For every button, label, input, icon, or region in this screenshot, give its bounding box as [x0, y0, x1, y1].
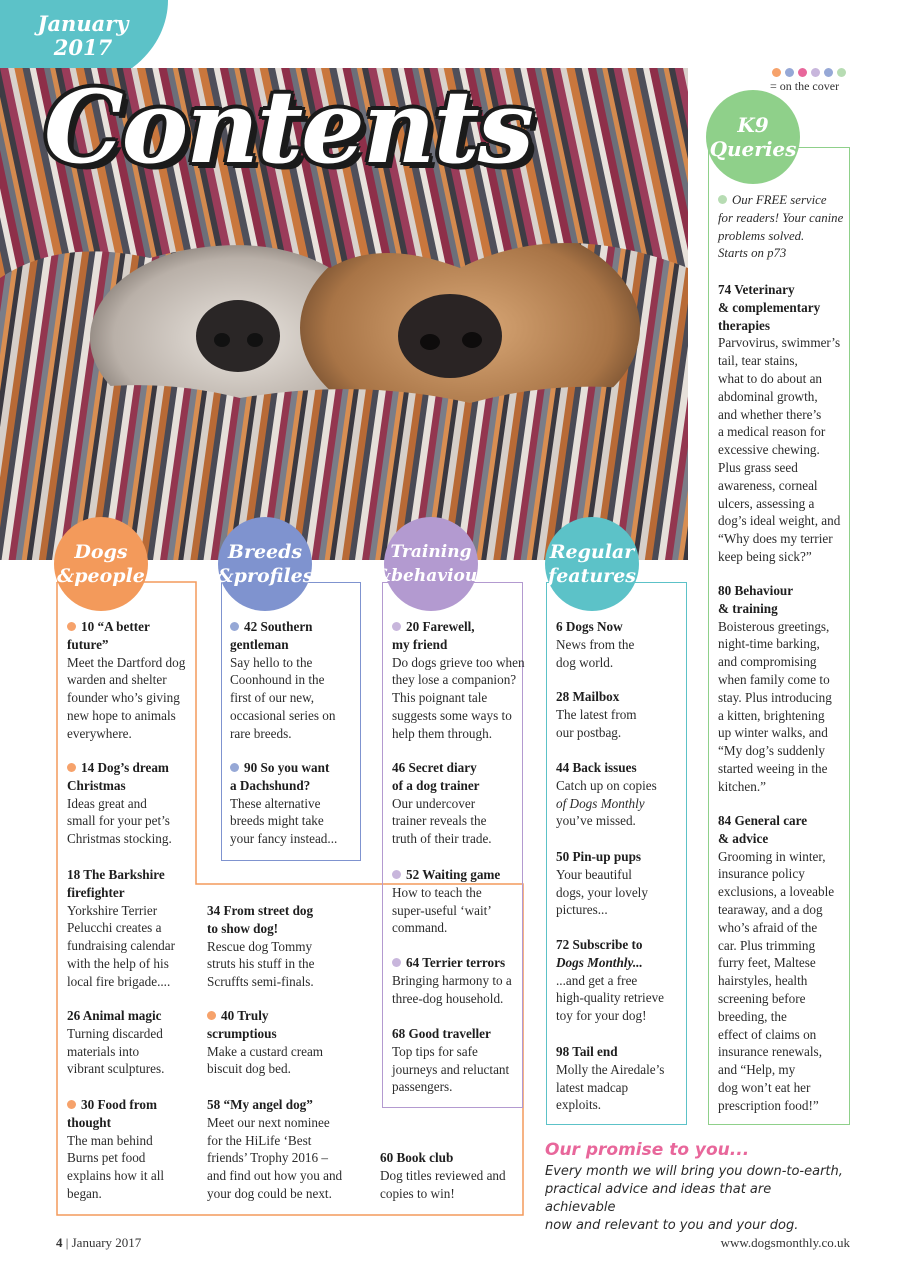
entry-desc: Plus grass seed — [718, 459, 798, 475]
entry-desc: our postbag. — [556, 724, 622, 740]
entry-title: 50 Pin-up pups — [556, 849, 642, 864]
entry-14-dogs-dream-christmas[interactable] — [67, 759, 172, 848]
entry-desc: suggests some ways to — [392, 707, 512, 723]
entry-desc: local fire brigade.... — [67, 973, 171, 989]
entry-desc: your dog could be next. — [207, 1185, 332, 1201]
entry-title: 46 Secret diary — [392, 760, 477, 775]
footer-issue: January 2017 — [71, 1235, 142, 1250]
promise-title: Our promise to you... — [545, 1140, 750, 1160]
entry-desc: “My dog’s suddenly — [718, 743, 825, 759]
entry-desc: tearaway, and a dog — [718, 901, 823, 917]
entry-title: gentleman — [230, 636, 289, 652]
entry-desc: abdominal growth, — [718, 388, 818, 404]
entry-title: & training — [718, 600, 778, 616]
cover-dot — [392, 622, 401, 631]
entry-desc: Pelucchi creates a — [67, 920, 162, 936]
entry-desc: founder who’s giving — [67, 690, 180, 706]
entry-desc: trainer reveals the — [392, 813, 487, 829]
entry-title — [67, 618, 185, 636]
entry-desc: Dog titles reviewed and — [380, 1167, 506, 1183]
entry-title: thought — [67, 1114, 111, 1130]
entry-title: a Dachshund? — [230, 777, 311, 793]
entry-title: firefighter — [67, 884, 125, 900]
entry-title-text: 52 Waiting game — [406, 867, 501, 882]
entry-desc: rare breeds. — [230, 725, 292, 741]
regular-features-heading — [545, 517, 639, 611]
entry-26-animal-magic[interactable] — [67, 1007, 164, 1078]
entry-10-a-better-future[interactable] — [67, 618, 185, 743]
entry-desc: dog world. — [556, 654, 614, 670]
entry-title — [207, 1007, 323, 1025]
entry-title: Christmas — [67, 777, 126, 793]
entry-title: 18 The Barkshire — [67, 867, 165, 882]
intro-line: Starts on p73 — [718, 246, 787, 261]
entry-desc: car. Plus trimming — [718, 937, 816, 953]
entry-desc: Christmas stocking. — [67, 831, 172, 847]
cover-dot — [392, 870, 401, 879]
entry-desc: a kitten, brightening — [718, 707, 825, 723]
intro-text: Our FREE service — [732, 193, 827, 207]
entry-title: & advice — [718, 830, 769, 846]
entry-64-terrier-terrors[interactable] — [392, 954, 512, 1007]
entry-desc: effect of claims on — [718, 1026, 817, 1042]
entry-52-waiting-game[interactable] — [392, 866, 500, 937]
entry-desc: The man behind — [67, 1132, 153, 1148]
entry-title — [67, 759, 172, 777]
entry-desc: ulcers, assessing a — [718, 495, 815, 511]
entry-desc: everywhere. — [67, 725, 132, 741]
entry-title: 28 Mailbox — [556, 689, 620, 704]
entry-title: my friend — [392, 636, 448, 652]
entry-desc: up winter walks, and — [718, 725, 828, 741]
page-title: Contents — [44, 68, 533, 186]
entry-desc: for the HiLife ‘Best — [207, 1132, 312, 1148]
promise-text — [545, 1163, 845, 1235]
entry-18-barkshire-firefighter[interactable] — [67, 866, 175, 991]
entry-desc: night-time barking, — [718, 636, 820, 652]
page-number: 4 — [56, 1235, 63, 1250]
cover-dot — [67, 1100, 76, 1109]
entry-title — [392, 954, 512, 972]
promise-line: now and relevant to you and your dog. — [545, 1218, 799, 1233]
entry-title — [67, 1096, 164, 1114]
entry-44-back-issues[interactable] — [556, 759, 657, 830]
entry-desc: Do dogs grieve too when — [392, 654, 525, 670]
entry-title: 44 Back issues — [556, 760, 637, 775]
entry-desc: super-useful ‘wait’ — [392, 902, 492, 918]
promise-line: Every month we will bring you down-to-earth, — [545, 1164, 843, 1179]
entry-desc: copies to win! — [380, 1185, 455, 1201]
entry-title: 72 Subscribe to — [556, 937, 643, 952]
cover-dot — [67, 622, 76, 631]
entry-title: scrumptious — [207, 1025, 277, 1041]
section-label: features — [548, 565, 636, 587]
entry-title: therapies — [718, 317, 771, 333]
entry-desc: occasional series on — [230, 707, 336, 723]
entry-title: future” — [67, 636, 109, 652]
entry-desc: Yorkshire Terrier — [67, 902, 158, 918]
entry-desc: This poignant tale — [392, 690, 488, 706]
section-label: Breeds — [227, 541, 303, 563]
cover-dot — [67, 763, 76, 772]
entry-title — [392, 618, 525, 636]
section-label: &profiles — [216, 565, 314, 587]
entry-title: 68 Good traveller — [392, 1026, 491, 1041]
entry-desc: hairstyles, health — [718, 973, 808, 989]
entry-desc: command. — [392, 920, 448, 936]
entry-title: 80 Behaviour — [718, 583, 794, 598]
entry-28-mailbox[interactable] — [556, 688, 637, 741]
entry-desc: warden and shelter — [67, 672, 167, 688]
entry-desc: Coonhound in the — [230, 672, 325, 688]
entry-title-text: 20 Farewell, — [406, 619, 475, 634]
entry-46-secret-diary[interactable] — [392, 759, 492, 848]
entry-50-pin-up-pups[interactable] — [556, 848, 648, 919]
entry-title-text: 14 Dog’s dream — [81, 760, 169, 775]
entry-desc: biscuit dog bed. — [207, 1061, 291, 1077]
footer-url[interactable]: www.dogsmonthly.co.uk — [720, 1235, 850, 1250]
entry-desc: friends’ Trophy 2016 – — [207, 1150, 329, 1166]
entry-desc: kitchen.” — [718, 778, 766, 794]
entry-desc: Parvovirus, swimmer’s — [718, 335, 841, 351]
entry-60-book-club[interactable] — [380, 1149, 506, 1202]
entry-desc: three-dog household. — [392, 990, 504, 1006]
entry-title — [230, 759, 337, 777]
entry-desc: Catch up on copies — [556, 777, 657, 793]
entry-desc: exploits. — [556, 1097, 602, 1113]
issue-year: 2017 — [53, 35, 113, 60]
entry-desc: stay. Plus introducing — [718, 689, 832, 705]
entry-40-truly-scrumptious[interactable] — [207, 1007, 323, 1078]
entry-desc: These alternative — [230, 795, 321, 811]
entry-desc: “Why does my terrier — [718, 531, 833, 547]
entry-72-subscribe[interactable] — [556, 936, 664, 1025]
entry-desc: explains how it all — [67, 1168, 165, 1184]
dogs-people-heading — [54, 517, 148, 611]
entry-desc: started weeing in the — [718, 760, 828, 776]
entry-desc: a medical reason for — [718, 424, 826, 440]
issue-month: January — [37, 11, 129, 36]
entry-desc: Molly the Airedale’s — [556, 1061, 665, 1077]
entry-desc: Say hello to the — [230, 654, 313, 670]
entry-title-text: 30 Food from — [81, 1097, 157, 1112]
entry-title: 60 Book club — [380, 1150, 454, 1165]
entry-98-tail-end[interactable] — [556, 1043, 664, 1114]
entry-title-text: 40 Truly — [221, 1008, 269, 1023]
entry-desc: screening before — [718, 990, 806, 1006]
entry-desc: journeys and reluctant — [392, 1061, 510, 1077]
entry-desc: ...and get a free — [556, 972, 638, 988]
breeds-profiles-heading — [218, 517, 312, 611]
entry-desc: toy for your dog! — [556, 1008, 647, 1024]
section-label: Dogs — [74, 541, 128, 563]
entry-desc: Grooming in winter, — [718, 848, 826, 864]
entry-title: 26 Animal magic — [67, 1008, 162, 1023]
section-label: Queries — [709, 137, 797, 161]
entry-desc: tail, tear stains, — [718, 353, 798, 369]
footer-separator: | — [65, 1235, 69, 1250]
entry-desc: small for your pet’s — [67, 813, 170, 829]
entry-desc: dogs, your lovely — [556, 884, 648, 900]
entry-desc: who’s afraid of the — [718, 919, 818, 935]
entry-desc: furry feet, Maltese — [718, 955, 816, 971]
entry-desc: Meet the Dartford dog — [67, 654, 186, 670]
entry-title: of a dog trainer — [392, 777, 480, 793]
entry-desc: prescription food!” — [718, 1097, 819, 1113]
entry-desc: awareness, corneal — [718, 477, 818, 493]
entry-desc: truth of their trade. — [392, 831, 492, 847]
entry-desc: Top tips for safe — [392, 1043, 478, 1059]
entry-desc: breeding, the — [718, 1008, 787, 1024]
entry-desc: struts his stuff in the — [207, 956, 315, 972]
entry-title: to show dog! — [207, 920, 279, 936]
entry-desc: with the help of his — [67, 955, 169, 971]
entry-desc: vibrant sculptures. — [67, 1061, 165, 1077]
entry-desc: exclusions, a loveable — [718, 884, 835, 900]
legend-text: = on the cover — [770, 79, 840, 93]
entry-desc: keep being sick?” — [718, 548, 812, 564]
entry-title-text: 42 Southern — [244, 619, 313, 634]
entry-desc: dog won’t eat her — [718, 1079, 811, 1095]
entry-desc: Turning discarded — [67, 1025, 163, 1041]
entry-desc: Meet our next nominee — [207, 1114, 330, 1130]
entry-desc: breeds might take — [230, 813, 324, 829]
entry-desc: Our undercover — [392, 795, 476, 811]
section-label: Training — [390, 542, 472, 562]
entry-desc: high-quality retrieve — [556, 990, 665, 1006]
footer-page-info — [56, 1235, 141, 1251]
entry-desc: and “Help, my — [718, 1062, 796, 1078]
section-label: Regular — [549, 541, 635, 563]
section-label: K9 — [737, 113, 769, 137]
entry-desc: insurance renewals, — [718, 1044, 822, 1060]
entry-desc: Burns pet food — [67, 1150, 146, 1166]
entry-desc: your fancy instead... — [230, 831, 338, 847]
entry-desc: began. — [67, 1185, 102, 1201]
entry-desc: Rescue dog Tommy — [207, 938, 313, 954]
entry-title-text: 90 So you want — [244, 760, 330, 775]
entry-58-my-angel-dog[interactable] — [207, 1096, 342, 1203]
entry-title: & complementary — [718, 299, 821, 315]
entry-title: 6 Dogs Now — [556, 619, 623, 634]
training-behaviour-heading — [375, 517, 487, 611]
entry-desc: Your beautiful — [556, 866, 632, 882]
entry-20-farewell-my-friend[interactable] — [392, 618, 525, 743]
entry-desc: and whether there’s — [718, 406, 822, 422]
entry-desc: passengers. — [392, 1079, 453, 1095]
promise-line: practical advice and ideas that are achievable — [545, 1182, 772, 1215]
entry-desc: they lose a companion? — [392, 672, 517, 688]
entry-title — [230, 618, 335, 636]
entry-desc: The latest from — [556, 706, 637, 722]
entry-desc: Ideas great and — [67, 795, 147, 811]
entry-desc: new hope to animals — [67, 707, 176, 723]
entry-desc: insurance policy — [718, 866, 805, 882]
entry-desc: fundraising calendar — [67, 938, 176, 954]
entry-title: 74 Veterinary — [718, 282, 795, 297]
entry-title — [392, 866, 500, 884]
entry-title: 84 General care — [718, 813, 808, 828]
entry-title: 98 Tail end — [556, 1044, 618, 1059]
entry-30-food-from-thought[interactable] — [67, 1096, 164, 1203]
entry-desc: and compromising — [718, 654, 817, 670]
cover-dot — [230, 622, 239, 631]
entry-desc: latest madcap — [556, 1079, 629, 1095]
entry-desc: pictures... — [556, 902, 608, 918]
cover-dot — [207, 1011, 216, 1020]
entry-desc: what to do about an — [718, 370, 823, 386]
intro-line: problems solved. — [718, 228, 805, 243]
entry-42-southern-gentleman[interactable] — [230, 618, 335, 743]
entry-desc: Make a custard cream — [207, 1043, 324, 1059]
entry-desc: Bringing harmony to a — [392, 972, 512, 988]
entry-68-good-traveller[interactable] — [392, 1025, 509, 1096]
intro-line: for readers! Your canine — [718, 210, 844, 225]
entry-desc: you’ve missed. — [556, 813, 636, 829]
entry-desc: excessive chewing. — [718, 442, 820, 458]
entry-desc: and find out how you and — [207, 1168, 343, 1184]
entry-title-text: 64 Terrier terrors — [406, 955, 506, 970]
section-label: &behaviour — [375, 566, 487, 586]
entry-desc: News from the — [556, 636, 635, 652]
entry-desc: first of our new, — [230, 690, 315, 706]
entry-title-text: 10 “A better — [81, 619, 150, 634]
entry-title: Dogs Monthly... — [556, 954, 643, 970]
entry-desc: How to teach the — [392, 884, 482, 900]
cover-dot — [392, 958, 401, 967]
entry-desc: Scruffts semi-finals. — [207, 974, 314, 990]
entry-title: 58 “My angel dog” — [207, 1097, 313, 1112]
entry-34-street-dog-to-show-dog[interactable] — [207, 902, 314, 991]
entry-desc: materials into — [67, 1043, 140, 1059]
entry-desc: Boisterous greetings, — [718, 618, 830, 634]
entry-desc: of Dogs Monthly — [556, 795, 645, 811]
entry-90-so-you-want-a-dachshund[interactable] — [230, 759, 337, 848]
entry-desc: when family come to — [718, 671, 830, 687]
cover-dot — [230, 763, 239, 772]
section-label: &people — [57, 565, 145, 587]
entry-desc: help them through. — [392, 725, 492, 741]
entry-desc: dog’s ideal weight, and — [718, 513, 841, 529]
entry-title: 34 From street dog — [207, 903, 314, 918]
entry-6-dogs-now[interactable] — [556, 618, 634, 671]
